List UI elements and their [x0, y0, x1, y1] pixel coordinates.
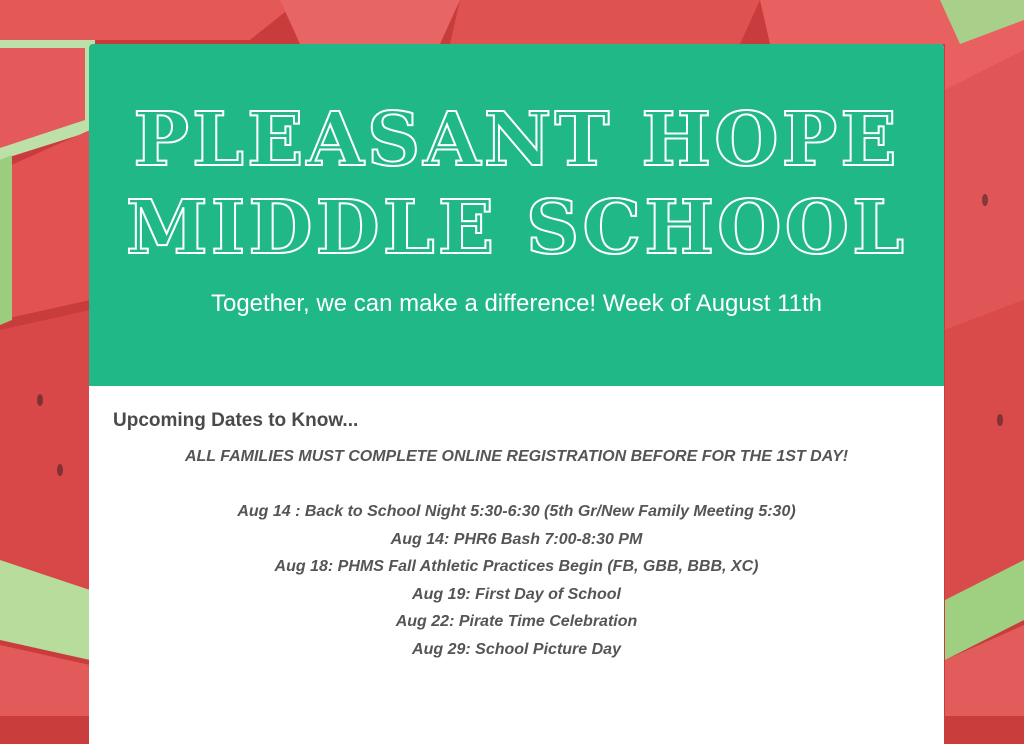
title-line-2: MIDDLE SCHOOL: [125, 185, 908, 271]
title-line-1: PLEASANT HOPE: [133, 97, 900, 183]
list-item: Aug 29: School Picture Day: [412, 640, 621, 658]
page-title: [89, 96, 944, 272]
list-item: Aug 22: Pirate Time Celebration: [395, 613, 638, 630]
header-banner: [89, 44, 944, 386]
list-item: Aug 14 : Back to School Night 5:30-6:30 (5th Gr/New Family Meeting 5:30): [237, 503, 796, 520]
page-subtitle: Together, we can make a difference! Week of August 11th: [210, 290, 823, 317]
newsletter-card: [89, 44, 944, 744]
dates-list: [113, 498, 920, 663]
upcoming-dates-section: [89, 386, 944, 663]
registration-notice: ALL FAMILIES MUST COMPLETE ONLINE REGISTRATION BEFORE FOR THE 1ST DAY!: [184, 448, 849, 465]
list-item: Aug 14: PHR6 Bash 7:00-8:30 PM: [390, 530, 643, 548]
list-item: Aug 18: PHMS Fall Athletic Practices Begin (FB, GBB, BBB, XC): [274, 558, 759, 575]
section-heading: Upcoming Dates to Know...: [113, 410, 359, 431]
list-item: Aug 19: First Day of School: [412, 585, 621, 603]
